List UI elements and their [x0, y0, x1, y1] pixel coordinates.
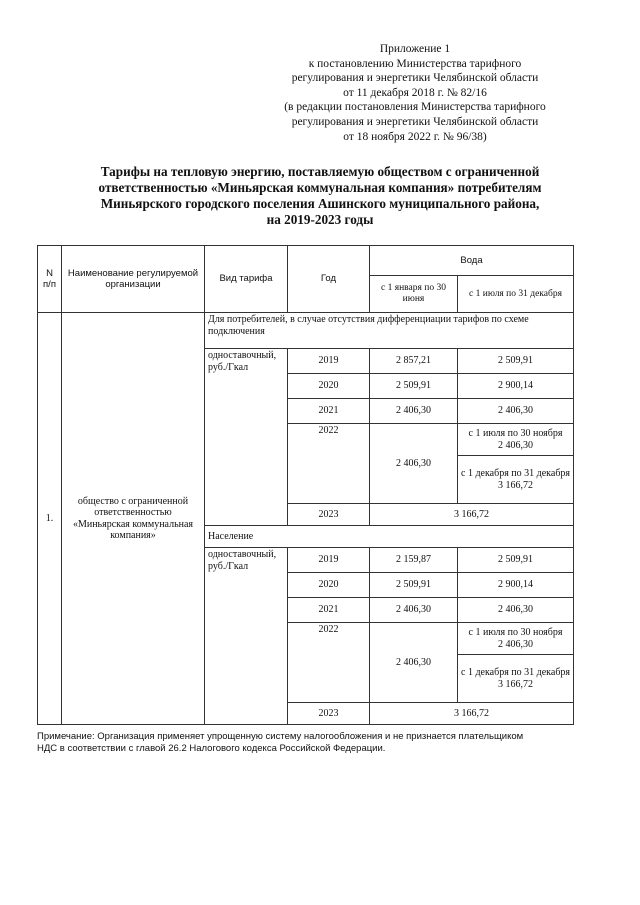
appendix-line: от 18 ноября 2022 г. № 96/38): [343, 130, 487, 143]
year-cell: 2021: [288, 399, 370, 424]
split-period-value: 3 166,72: [498, 479, 533, 491]
tariff-value: 2 406,30: [370, 399, 458, 424]
year-cell: 2020: [288, 374, 370, 399]
year-cell: 2019: [288, 349, 370, 374]
tariff-value: 2 406,30: [458, 399, 574, 424]
title-line: Миньярского городского поселения Ашинского муниципального района,: [100, 196, 540, 211]
header-num: N п/п: [38, 246, 62, 313]
section-heading: Для потребителей, в случае отсутствия дифференциации тарифов по схеме подключения: [205, 313, 574, 349]
appendix-line: регулирования и энергетики Челябинской области: [291, 72, 539, 85]
title-line: Тарифы на тепловую энергию, поставляемую обществом с ограниченной: [100, 164, 540, 179]
header-period-1: с 1 января по 30 июня: [370, 276, 458, 313]
year-cell: 2022: [288, 623, 370, 703]
appendix-line: от 11 декабря 2018 г. № 82/16: [343, 86, 487, 99]
document-title: [40, 164, 600, 228]
header-tariff-type: Вид тарифа: [205, 246, 288, 313]
appendix-line: к постановлению Министерства тарифного: [308, 57, 522, 70]
split-period-label: с 1 июля по 30 ноября: [468, 627, 563, 638]
appendix-line: Приложение 1: [379, 43, 451, 55]
footnote-line: Примечание: Организация применяет упрощенную систему налогообложения и не признается плательщиком: [37, 731, 524, 742]
year-cell: 2021: [288, 598, 370, 623]
year-cell: 2019: [288, 548, 370, 573]
header-org: Наименование регулируемой организации: [62, 246, 205, 313]
split-period-cell: [458, 456, 574, 504]
split-period-cell: [458, 623, 574, 655]
year-cell: 2023: [288, 703, 370, 725]
tariff-value: 2 509,91: [458, 349, 574, 374]
split-period-label: с 1 июля по 30 ноября: [468, 428, 563, 439]
tariff-value: 2 857,21: [370, 349, 458, 374]
tariff-value: 2 159,87: [370, 548, 458, 573]
footnote-line: НДС в соответствии с главой 26.2 Налогового кодекса Российской Федерации.: [37, 743, 386, 754]
year-cell: 2022: [288, 424, 370, 504]
footnote: [37, 731, 597, 755]
organization-name: общество с ограниченной ответственностью «Миньярская коммунальная компания»: [62, 313, 205, 725]
appendix-line: (в редакции постановления Министерства тарифного: [284, 101, 546, 114]
tariff-type: одноставочный, руб./Гкал: [205, 349, 288, 526]
tariff-value: 3 166,72: [370, 703, 574, 725]
split-period-cell: [458, 424, 574, 456]
tariff-value: 2 406,30: [458, 598, 574, 623]
tariff-value: 2 509,91: [458, 548, 574, 573]
row-number: 1.: [38, 313, 62, 725]
split-period-value: 2 406,30: [498, 439, 533, 451]
split-period-value: 2 406,30: [498, 638, 533, 650]
appendix-line: регулирования и энергетики Челябинской области: [291, 115, 539, 128]
split-period-label: с 1 декабря по 31 декабря: [461, 468, 571, 479]
tariff-value: 2 406,30: [370, 623, 458, 703]
tariff-value: 2 406,30: [370, 598, 458, 623]
tariff-value: 2 900,14: [458, 573, 574, 598]
tariff-type: одноставочный, руб./Гкал: [205, 548, 288, 725]
header-year: Год: [288, 246, 370, 313]
tariff-table: [37, 245, 574, 725]
year-cell: 2023: [288, 504, 370, 526]
tariff-value: 3 166,72: [370, 504, 574, 526]
header-period-2: с 1 июля по 31 декабря: [458, 276, 574, 313]
year-cell: 2020: [288, 573, 370, 598]
title-line: на 2019-2023 годы: [266, 212, 374, 227]
title-line: ответственностью «Миньярская коммунальная компания» потребителям: [98, 180, 542, 195]
split-period-cell: [458, 655, 574, 703]
tariff-value: 2 509,91: [370, 573, 458, 598]
tariff-value: 2 509,91: [370, 374, 458, 399]
tariff-value: 2 406,30: [370, 424, 458, 504]
section-heading: Население: [205, 526, 574, 548]
split-period-label: с 1 декабря по 31 декабря: [461, 667, 571, 678]
tariff-value: 2 900,14: [458, 374, 574, 399]
split-period-value: 3 166,72: [498, 678, 533, 690]
header-water: Вода: [370, 246, 574, 276]
appendix-header: [250, 42, 580, 144]
